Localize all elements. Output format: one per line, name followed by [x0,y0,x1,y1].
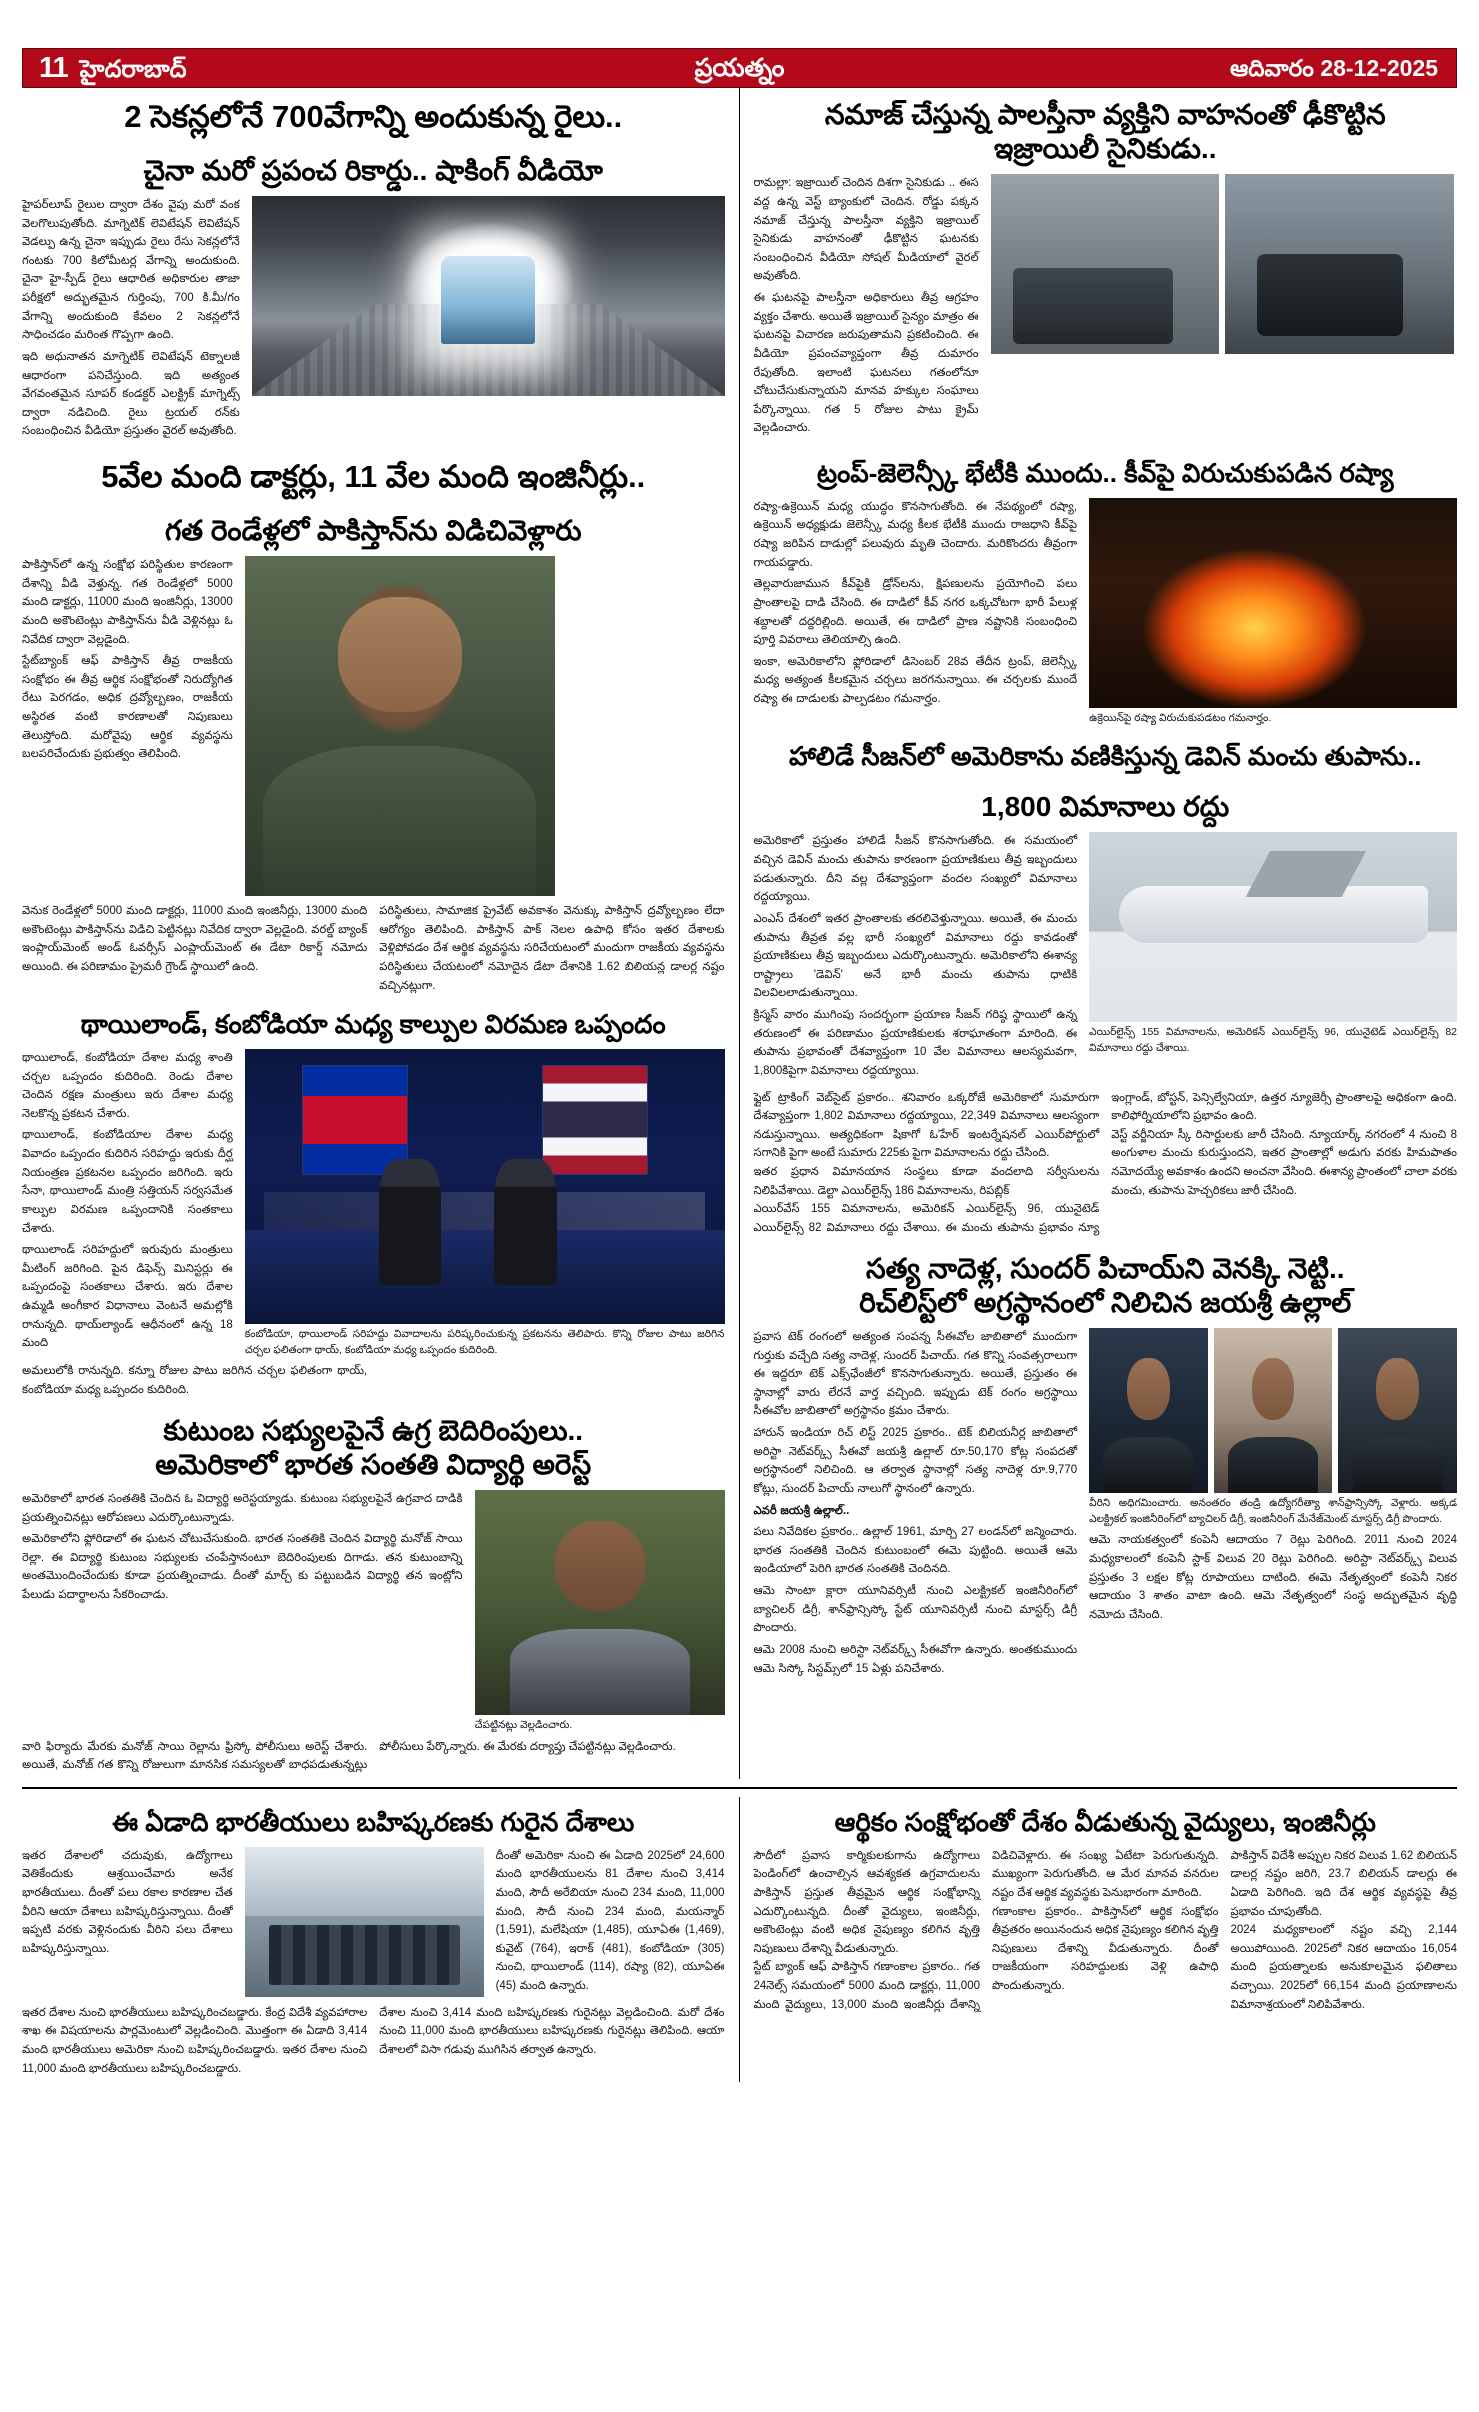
article-rich-para2: హారున్ ఇండియా రిచ్ లిస్ట్ 2025 ప్రకారం.. టెక్ బిలియనీర్ల జాబితాలో అరిస్టా నెట్‌వర్క్స్ సీఈవో జయశ్రీ ఉల్లాల్ రూ.50,170 కోట్ల సంపదతో అగ్రస్థానంలో నిలిచింది. ఆ తర్వాత స్థానాల్లో సత్య నాదెళ్ల రూ.9,770 కోట్లు, సుందర్ పిచాయ్ నాలుగో స్థానంలో ఉన్నారు. [753,1427,1078,1495]
article-econ-para4: పాకిస్తాన్ విదేశీ అప్పుల నికర విలువ 1.62 బిలియన్ డాలర్ల నష్టం జరిగి, 23.7 బిలియన్ డాలర్లు ఈ ఏడాది పెరిగింది. ఇది దేశ ఆర్థిక వ్యవస్థపై తీవ్ర ప్రభావం చూపుతోంది. [1230,1849,1457,1918]
article-train-para1: హైపర్‌లూప్ రైలుల ద్వారా దేశం వైపు మరో వంక వెలగొలుపుతోంది. మాగ్నెటిక్ లెవిటేషన్ లెవిటేషన్ వెడల్పు ఉన్న చైనా ఇప్పుడు రైలు రేసు సెకన్లలోనే గంటకు 700 కిలోమీటర్ల వేగాన్ని అందుకుంది. చైనా హై-స్పీడ్ రైలు ఆధారిత అధికారుల తాజా పరీక్షలో అద్భుతమైన గుర్తింపు, 700 కి.మీ/గం వేగాన్ని అందుకుంది కేవలం 2 సెకన్లలోనే సాధించడం మరింత గొప్పగా ఉంది. [22,198,240,342]
photo-train [252,196,725,396]
headline-pak-doctors-line1: 5వేల మంది డాక్టర్లు, 11 వేల మంది ఇంజినీర్లు.. [101,459,646,495]
section-divider [22,1787,1457,1789]
article-snow-flow [754,832,1458,1083]
article-student-para1: అమెరికాలో భారత సంతతికి చెందిన ఓ విద్యార్థి అరెస్టయ్యాడు. కుటుంబ సభ్యులపైనే ఉగ్రవాద దాడికి ప్రయత్నించినట్లు ఆరోపణలు ఎదుర్కొంటున్నాడు. [22,1492,463,1524]
article-trump-flow [754,498,1458,727]
page-number: 11 [39,51,68,84]
edition-city: హైదరాబాద్ [79,55,187,83]
headline-trump-zelensky [754,448,1458,498]
column-right-top [740,88,1458,448]
headline-deportation [22,1797,725,1847]
article-snow-text-bottom [754,1089,1458,1238]
article-train-flow [22,196,725,444]
article-snow-para5: ఇతర ప్రధాన విమానయాన సంస్థలు కూడా వందలాది సర్వీసులను నిలిపివేశాయి. డెల్టా ఎయిర్‌లైన్స్ 186 విమానాలను, రిపబ్లిక్ [753,1166,1100,1197]
column-left-top [22,88,740,448]
headline-namaz-line1: నమాజ్ చేస్తున్న పాలస్తీనా వ్యక్తిని వాహనంతో ఢీకొట్టిన [824,99,1386,130]
publication-date: ఆదివారం 28-12-2025 [1229,54,1438,81]
headline-snow-storm [754,731,1458,781]
article-snow-para3: క్రిస్మస్ వారం ముగింపు సందర్భంగా ప్రయాణ సీజన్ గరిష్ఠ స్థాయిలో ఉన్న తరుణంలో ఈ పరిణామం ప్రయాణికులకు శరాఘాతంగా మారింది. ఈ తుపాను ప్రభావంతో దేశవ్యాప్తంగా 10 వేల విమానాలు ఆలస్యమవగా, 1,800కిపైగా విమానాలు రద్దయ్యాయి. [753,1009,1078,1077]
headline-rich-line2: రిచ్‌లిస్ట్‌లో అగ్రస్థానంలో నిలిచిన జయశ్రీ ఉల్లాల్ [859,1286,1352,1318]
article-deportation-flow [22,1847,725,1999]
headline-rich-line1: సత్య నాదెళ్ల, సుందర్ పిచాయ్‌ని వెనక్కి నెట్టి.. [865,1252,1345,1284]
headline-thailand-line1: థాయిలాండ్, కంబోడియా మధ్య కాల్పుల విరమణ ఒప్పందం [80,1009,666,1040]
article-snow-para7: వెస్ట్ వర్జీనియా స్కీ రిసార్టులకు జారీ చేసింది. న్యూయార్క్ నగరంలో 4 నుంచి 8 అంగుళాల మంచు కురుస్తుందని, ఇతర ప్రాంతాల్లో అడుగు వరకు హిమపాతం నమోదయ్యే అవకాశం ఉందని అంచనా వేసింది. ఈశాన్య ప్రాంతంలో చాలా వరకు మంచు, తుపాను హెచ్చరికలు జారీ చేసింది. [1111,1128,1457,1197]
headline-train [22,88,725,144]
headline-pak-doctors [22,448,725,504]
article-pak-text-left [22,556,233,767]
headline-econ-crisis [754,1797,1458,1847]
article-rich-para7: ఆమె నాయకత్వంలో కంపెనీ ఆదాయం 7 రెట్లు పెరిగింది. 2011 నుంచి 2024 మధ్యకాలంలో కంపెనీ స్టాక్ విలువ 20 రెట్లు పెరిగింది. అరిస్టా నెట్‌వర్క్స్ విలువ ప్రస్తుతం 3 లక్షల కోట్ల రూపాయలు దాటింది. ఈమె నేతృత్వంలో కంపెనీ నికర ఆదాయం 3 శాతం వాటా ఉంది. ఆమె నేతృత్వంలో సంస్థ అద్భుతమైన వృద్ధి నమోదు చేసింది. [1089,1534,1457,1621]
article-rich-text-right [1089,1531,1457,1624]
page-body [0,88,1479,2082]
row-second [22,448,1457,1779]
article-thailand-para4: అమలులోకి రానున్నది. కన్నూ రోజుల పాటు జరిగిన చర్చల ఫలితంగా థాయ్, కంబోడియా మధ్య ఒప్పందం కుదిరింది. [22,1365,368,1397]
article-student-arrest [22,1404,725,1775]
article-rich-para5: ఆమె సాంటా క్లారా యూనివర్సిటీ నుంచి ఎలక్ట్రికల్ ఇంజినీరింగ్‌లో బ్యాచిలర్ డిగ్రీ, శాన్‌ఫ్రాన్సిస్కో స్టేట్ యూనివర్సిటీ నుంచి మాస్టర్స్ డిగ్రీ పొందారు. [753,1585,1078,1635]
photo-signing-ceremony [245,1049,725,1324]
article-student-para2: అమెరికాలోని ఫ్లోరిడాలో ఈ ఘటన చోటుచేసుకుంది. భారత సంతతికి చెందిన విద్యార్థి మనోజ్ సాయి రెల్లా. ఈ విద్యార్థి కుటుంబ సభ్యులకు చంపేస్తానంటూ బెదిరింపులకు దిగాడు. తన కుటుంబాన్ని అంతమొందించేందుకు కూడా ప్రయత్నించాడు. దీంతో మార్చ్ కు పట్టుబడిన విద్యార్థి తన ఇంట్లోని పేలుడు పదార్థాలను సేకరించాడు. [22,1533,463,1602]
article-pak-para1: పాకిస్తాన్‌లో ఉన్న సంక్షోభ పరిస్థితుల కారణంగా దేశాన్ని వీడి వెళ్తున్న. గత రెండేళ్లలో 5000 మంది డాక్టర్లు, 11000 మంది ఇంజినీర్లు, 13000 మంది అకౌంటెంట్లు పాకిస్తాన్‌ను వీడి వెళ్లినట్లు ఓ నివేదిక ద్వారా వెల్లడైంది. [22,559,233,646]
headline-namaz [754,88,1458,174]
article-snow-para4: ఫ్లైట్ ట్రాకింగ్ వెబ్‌సైట్ ప్రకారం.. శనివారం ఒక్కరోజే అమెరికాలో సుమారుగా దేశవ్యాప్తంగా 1,802 విమానాలు రద్దయ్యాయి, 22,349 విమానాలు ఆలస్యంగా నడుస్తున్నాయి. అత్యధికంగా షికాగో ఓ'హేర్ ఇంటర్నేషనల్ ఎయిర్‌పోర్టులో సగానికి పైగా అంటే సుమారు 225కు పైగా విమానాలను రద్దు చేసింది. [753,1091,1100,1160]
article-namaz-flow [754,174,1458,441]
row-top [22,88,1457,448]
photo-namaz-street [991,174,1220,354]
headline-namaz-line2: ఇజ్రాయిలీ సైనికుడు.. [994,133,1217,165]
article-trump-para3: ఇంకా, అమెరికాలోని ఫ్లోరిడాలో డిసెంబర్ 28వ తేదీన ట్రంప్, జెలెన్స్కీ మధ్య అత్యంత కీలకమైన చర్చలు జరగనున్నాయి. ఈ చర్చలకు ముందే రష్యా ఈ దాడులకు పాల్పడటం గమనార్హం. [753,655,1078,706]
headline-snow-storm-sub [754,780,1458,832]
article-deportation-text-left [22,1847,233,1962]
article-thailand-text-bottom [22,1362,725,1399]
article-trump-text [754,498,1078,712]
thailand-flag-icon [542,1065,648,1175]
cambodia-flag-icon [302,1065,408,1175]
article-student-para3: వారి ఫిర్యాదు మేరకు మనోజ్ సాయి రెల్లాను ఫ్రిస్కో పోలీసులు అరెస్ట్ చేశారు. అయితే, మనోజ్ గత కొన్ని రోజులుగా మానసిక సమస్యలతో బాధపడుతున్నట్లు పోలీసులు పేర్కొన్నారు. ఈ మేరకు దర్యాప్తు చేపట్టినట్లు వెల్లడించారు. [22,1740,676,1772]
article-deportation [22,1797,725,2078]
photo-snow-airport [1089,832,1457,1022]
article-snow-para2: ఎంఎస్ దేశంలో ఇతర ప్రాంతాలకు తరలివెళ్తున్నాయి. అయితే, ఈ మంచు తుపాను తీవ్రత వల్ల భారీ సంఖ్యలో విమానాలు రద్దు కావడంతో ప్రయాణికులు తీవ్ర ఇబ్బందులు ఎదుర్కొంటున్నారు. అమెరికాలోని ఈశాన్య రాష్ట్రాలు 'డెవిన్' అనే భారీ మంచు తుపాను ధాటికి విలవిలలాడుతున్నాయి. [753,912,1078,1000]
article-thailand-para1: థాయిలాండ్, కంబోడియా దేశాల మధ్య శాంతి చర్చల ఒప్పందం కుదిరింది. రెండు దేశాల చెందిన రక్షణ మంత్రులు ఇరు దేశాల మధ్య నెలకొన్న ప్రకటన చేశారు. [22,1051,233,1120]
photo-fire-wrap [1089,498,1457,727]
headline-pak-doctors-sub [22,504,725,556]
article-rich-para6: ఆమె 2008 నుంచి అరిస్టా నెట్‌వర్క్స్ సీఈవోగా ఉన్నారు. అంతకుముందు ఆమె సిస్కో సిస్టమ్స్‌లో 15 ఏళ్లు పనిచేశారు. [753,1643,1078,1675]
headline-thailand-cambodia [22,999,725,1049]
article-rich-flow [754,1328,1458,1681]
signatory-right [494,1159,556,1286]
headline-train-line2: చైనా మరో ప్రపంచ రికార్డు.. షాకింగ్ వీడియో [143,154,603,186]
train-image [252,196,725,396]
article-snow-storm [754,731,1458,1238]
newspaper-page [0,48,1479,2412]
photo-namaz-vehicle [1225,174,1454,354]
article-namaz [754,88,1458,441]
photo-kyiv-fire [1089,498,1457,708]
article-deportation-para1: ఇతర దేశాలలో చదువుకు, ఉద్యోగాలు వెతికేందుకు ఆశ్రయించేవారు అనేక భారతీయులు. దీంతో పలు రకాల కారణాల చేత వీరిని ఆయా దేశాలు బహిష్కరిస్తున్నాయి. దీంతో ఇప్పటి వరకు వెళ్లినందుకు వీరిని పలు దేశాలు బహిష్కరిస్తున్నాయి. [22,1849,233,1955]
article-econ-para5: 2024 మధ్యకాలంలో నష్టం వచ్చి 2,144 అయిపోయింది. 2025లో నికర ఆదాయం 16,054 మంది ప్రయత్నాలకు అనుకూలమైన ఫలితాలు వచ్చాయి. 2025లో 66,154 మంది ప్రయాణాలను విమానాశ్రయంలో నిలిపివేశారు. [1230,1924,1457,2011]
headline-pak-doctors-line2: గత రెండేళ్లలో పాకిస్తాన్‌ను విడిచివెళ్లారు [164,514,582,546]
article-student-flow [22,1490,725,1734]
caption-rich-list: వీరిని అధిగమించారు. అనంతరం తండ్రి ఉద్యోగరీత్యా శాన్‌ఫ్రాన్సిస్కో వెళ్లారు. అక్కడ ఎలక్ట్రికల్ ఇంజినీరింగ్‌లో బ్యాచిలర్ డిగ్రీ, ఇంజినీరింగ్ మేనేజ్‌మెంట్ మాస్టర్స్ డిగ్రీ పొందారు. [1089,1496,1457,1525]
article-deportation-text-right [496,1847,725,1999]
photo-student-wrap [475,1490,725,1734]
article-snow-para6: ఎయిర్‌వేస్ 155 విమానాలను, అమెరికన్ ఎయిర్‌లైన్స్ 96, యునైటెడ్ ఎయిర్‌లైన్స్ 82 విమానాలు రద్దు చేశాయి. ఈ మంచు తుపాను ప్రభావం న్యూ ఇంగ్లాండ్, బోస్టన్, పెన్సిల్వేనియా, ఉత్తర న్యూజెర్సీ ప్రాంతాలపై అధికంగా ఉంది. కాలిఫోర్నియాలోని ప్రభావం ఉంది. [753,1091,1457,1234]
article-namaz-para1: రామల్లా: ఇజ్రాయిల్ చెందిన దిశగా సైనికుడు .. ఈస వద్ద ఉన్న వెస్ట్ బ్యాంకులో చెందిన. రోడ్డు పక్కన నమాజ్ చేస్తున్న పాలస్తీనా వ్యక్తిని ఇజ్రాయిల్ సైనికుడు వాహనంతో ఢీకొట్టిన ఘటనకు సంబంధించిన వీడియో సోషల్ మీడియాలో వైరల్ అవుతోంది. [753,177,979,283]
article-trump-para1: రష్యా-ఉక్రెయిన్ మధ్య యుద్ధం కొనసాగుతోంది. ఈ నేపథ్యంలో రష్యా, ఉక్రెయిన్ అధ్యక్షుడు జెలెన్స్కీ మధ్య కీలక భేటీకి ముందు రాజధాని కీవ్‌పై రష్యా జరిపిన దాడుల్లో పలువురు మృతి చెందారు. మరికొందరు తీవ్రంగా గాయపడ్డారు. [753,500,1078,569]
headline-rich-list [754,1242,1458,1328]
article-train [22,88,725,444]
headline-trump-line1: ట్రంప్-జెలెన్స్కీ భేటీకి ముందు.. కీవ్‌పై విరుచుకుపడిన రష్యా [817,458,1394,489]
headline-snow-line2: 1,800 విమానాలు రద్దు [981,791,1230,823]
article-trump-para2: తెల్లవారుజామున కీవ్‌పైకి డ్రోన్‌లను, క్షిపణులను ప్రయోగించి పలు ప్రాంతాలపై దాడి చేసింది. ఈ దాడిలో కీవ్ నగర ఒక్కచోటగా భారీ పేలుళ్ల శబ్దాలతో దద్దరిల్లింది. అయితే, ఈ దాడిలో ప్రాణ నష్టానికి సంబంధించి పూర్తి వివరాలు తెలియాల్సి ఉంది. [753,578,1078,647]
photo-ceos-wrap [1089,1328,1457,1628]
article-pak-text-bottom [22,902,725,995]
column-right-second [740,448,1458,1779]
article-thailand-flow [22,1049,725,1359]
headline-snow-line1: హాలిడే సీజన్‌లో అమెరికాను వణికిస్తున్న డెవిన్ మంచు తుపాను.. [788,740,1422,771]
photo-thailand-wrap [245,1049,725,1359]
caption-student: చేపట్టినట్లు వెల్లడించారు. [474,1718,573,1731]
article-thailand-para2: థాయిలాండ్, కంబోడియాల దేశాల మధ్య వివాదం ఒప్పందం కుదిరిన సరిహద్దు ఇరుకు దీర్ఘ నియంత్రణ ప్రకటనల ఒప్పందం జరిగింది. ఇరు సేనా, థాయిలాండ్ మంత్రి సత్తియన్ సర్వసమేత కాల్పుల విరమణ ఒప్పందానికి సంతకాలు చేశారు. [22,1129,233,1235]
article-student-text [22,1490,463,1608]
headline-deportation-line1: ఈ ఏడాది భారతీయులు బహిష్కరణకు గురైన దేశాలు [112,1806,635,1837]
headline-econ-line1: ఆర్థికం సంక్షోభంతో దేశం వీడుతున్న వైద్యులు, ఇంజినీర్లు [834,1806,1376,1837]
headline-train-sub [22,144,725,196]
article-pak-para2: స్టేట్‌బ్యాంక్ ఆఫ్ పాకిస్తాన్ తీవ్ర రాజకీయ సంక్షోభం ఈ తీవ్ర ఆర్థిక సంక్షోభంతో నిరుద్యోగిత రేటు పెరగడం, అధిక ద్రవ్యోల్బణం, రాజకీయ అస్థిరత వంటి కారణాలతో నిపుణులు తెలుస్తోంది. మరోవైపు ఆర్థిక వ్యవస్థను బలపరిచేందుకు ప్రభుత్వం తెలిపింది. [22,655,233,761]
article-pak-para3: వెనుక రెండేళ్లలో 5000 మంది డాక్టర్లు, 11000 మంది ఇంజినీర్లు, 13000 మంది అకౌంటెంట్లు పాకిస్తాన్‌ను విడిచి పెట్టినట్లు నివేదిక ద్వారా వెల్లడైంది. వరల్డ్ బ్యాంక్ ఇంప్లాయ్‌మెంట్ అండ్ ఓవర్సీస్ ఎంప్లాయ్‌మెంట్ ఈ డేటా రికార్డ్ నమోదు అయింది. ఈ పరిణామం ప్రైమరీ గ్రౌండ్ స్థాయిలో ఉంది. [22,905,368,973]
article-deportation-para2: దీంతో అమెరికా నుంచి ఈ ఏడాది 2025లో 24,600 మంది భారతీయులను 81 దేశాల నుంచి 3,414 మంది, సౌదీ అరేబియా నుంచి 234 మంది, 11,000 మంది, సౌదీ నుంచి 234 మంది, మయన్మార్ (1,591), మలేషియా (1,485), యూఏఈ (1,469), కువైట్ (764), ఇరాక్ (481), కంబోడియా (305) నుంచి, థాయిలాండ్ (114), రష్యా (82), యూఏఈ (45) మంది ఉన్నారు. [495,1849,725,1993]
article-train-text [22,196,240,444]
photo-pak-army-chief [245,556,555,896]
article-thailand-text-left [22,1049,233,1356]
headline-student-line2: అమెరికాలో భారత సంతతి విద్యార్థి అరెస్ట్ [155,1448,592,1480]
article-rich-subhead: ఎవరీ జయశ్రీ ఉల్లాల్.. [753,1504,850,1517]
article-rich-para4: పలు నివేదికల ప్రకారం.. ఉల్లాల్ 1961, మార్చి 27 లండన్‌లో జన్మించారు. భారత సంతతికి చెందిన కుటుంబంలో ఈమె పుట్టింది. అయితే ఆమె ఇండియాలో పెరిగి భారత సంతతికి చెందినది. [753,1526,1078,1576]
article-deportation-text-bottom [22,2004,725,2079]
article-rich-text-left [754,1328,1078,1681]
article-snow-para1: అమెరికాలో ప్రస్తుతం హాలిడే సీజన్ కొనసాగుతోంది. ఈ సమయంలో వచ్చిన డెవిన్ మంచు తుపాను కారణంగా ప్రయాణికులు తీవ్ర ఇబ్బందులు పడుతున్నారు. దీని వల్ల దేశవ్యాప్తంగా వందల సంఖ్యలో విమానాలు రద్దయ్యాయి. [753,835,1078,904]
column-bottom-right [740,1797,1458,2082]
article-econ-para3: గణాంకాల ప్రకారం.. పాకిస్తాన్‌లో ఆర్థిక సంక్షోభం తీవ్రతరం అయినందున అధిక నైపుణ్యం కలిగిన వృత్తి నిపుణులు దేశాన్ని వీడుతున్నారు. దీంతో రాజకీయంగా సరిహద్దులకు వెళ్లి ఉపాధి పొందుతున్నారు. [992,1905,1219,1993]
caption-thailand: కంబోడియా, థాయిలాండ్ సరిహద్దు వివాదాలను పరిష్కరించుకున్న ప్రకటనను తెలిపారు. కొన్ని రోజుల పాటు జరిగిన చర్చల ఫలితంగా థాయ్, కంబోడియా మధ్య ఒప్పందం కుదిరింది. [244,1327,725,1356]
newspaper-title: ప్రయత్నం [694,53,785,82]
article-econ-para1: సౌదీలో ప్రవాస కార్మికులకుగాను ఉద్యోగాలు పెండింగ్‌లో ఉంచాల్సిన ఆవశ్యకత ఉగ్రవాదులను పాకిస్తాన్ ప్రస్తుత తీవ్రమైన ఆర్థిక సంక్షోభాన్ని ఎదుర్కొంటున్నది. దీంతో వైద్యులు, ఇంజినీర్లు, అకౌంటెంట్లు వంటి అధిక నైపుణ్యం కలిగిన వృత్తి నిపుణులు దేశాన్ని వీడుతున్నారు. [753,1849,980,1955]
headline-student-line1: కుటుంబ సభ్యులపైనే ఉగ్ర బెదిరింపులు.. [163,1414,584,1446]
article-deportation-para3: ఇతర దేశాల నుంచి భారతీయులు బహిష్కరించబడ్డారు. కేంద్ర విదేశీ వ్యవహారాల శాఖ ఈ విషయాలను పార్లమెంటులో వెల్లడించింది. మొత్తంగా ఈ ఏడాది 3,414 మంది భారతీయులు అమెరికా నుంచి బహిష్కరించబడ్డారు. ఇతర దేశాల నుంచి 11,000 మంది భారతీయులు బహిష్కరించబడ్డారు. [22,2006,368,2075]
article-namaz-para2: ఈ ఘటనపై పాలస్తీనా అధికారులు తీవ్ర ఆగ్రహం వ్యక్తం చేశారు. అయితే ఇజ్రాయిల్ సైన్యం మాత్రం ఈ ఘటనపై విచారణ జరుపుతామని ప్రకటించింది. ఈ వీడియో ప్రపంచవ్యాప్తంగా తీవ్ర దుమారం రేపుతోంది. ఇలాంటి ఘటనలు గతంలోనూ చోటుచేసుకున్నాయని మానవ హక్కుల సంఘాలు పేర్కొన్నాయి. గత 5 రోజుల పాటు క్రైమ్ వెల్లడించారు. [753,292,979,435]
photo-deportation [245,1847,484,1997]
article-econ-crisis [754,1797,1458,2014]
caption-snow: ఎయిర్‌లైన్స్ 155 విమానాలను, అమెరికన్ ఎయిర్‌లైన్స్ 96, యునైటెడ్ ఎయిర్‌లైన్స్ 82 విమానాలు రద్దు చేశాయి. [1089,1026,1457,1055]
article-econ-text [754,1847,1458,2015]
column-left-second [22,448,740,1779]
article-rich-list [754,1242,1458,1682]
photo-ceo-row [1089,1328,1457,1493]
masthead-bar [22,48,1457,88]
photo-satya-nadella [1089,1328,1208,1493]
photo-jayshree-ullal [1214,1328,1333,1493]
article-train-para2: ఇది అధునాతన మాగ్నెటిక్ లెవిటేషన్ టెక్నాలజీ ఆధారంగా పనిచేస్తుంది. ఇది అత్యంత వేగవంతమైన సూపర్ కండక్టర్ ఎలక్ట్రిక్ మాగ్నెట్స్ ద్వారా నడిచింది. రైలు ట్రయల్ రన్‌కు సంబంధించిన వీడియో ప్రస్తుతం వైరల్ అవుతోంది. [22,350,240,438]
article-pak-doctors [22,448,725,995]
column-bottom-left [22,1797,740,2082]
article-thailand-cambodia [22,999,725,1399]
headline-student-arrest [22,1404,725,1490]
article-student-text-bottom [22,1738,725,1775]
signatory-left [379,1159,441,1286]
article-pak-flow [22,556,725,896]
photo-student-portrait [475,1490,725,1715]
article-snow-text-left [754,832,1078,1083]
row-bottom [22,1797,1457,2082]
article-thailand-para3: థాయిలాండ్ సరిహద్దులో ఇరువురు మంత్రులు మీటింగ్ జరిగింది. పైన డిఫెన్స్ మినిస్టర్లు ఈ ఒప్పందంపై సంతకాలు చేశారు. ఇరు దేశాల ఉమ్మడి అంగీకార విధానాలు వెంటనే అమల్లోకి రానున్నది. థాయ్‌ల్యాండ్ ఆధీనంలో ఉన్న 18 మంది [22,1244,233,1350]
article-namaz-text [754,174,979,441]
article-deportation-para4: దేశాల నుంచి 3,414 మంది బహిష్కరణకు గురైనట్లు వెల్లడించింది. మరో దేశం నుంచి 11,000 మంది భారతీయులు బహిష్కరణకు గురైనట్లు తెలిపింది. ఆయా దేశాలలో విసా గడువు ముగిసిన తర్వాత ఉన్నారు. [379,2006,725,2056]
article-trump-zelensky [754,448,1458,726]
photo-plane-wrap [1089,832,1457,1057]
stage-podium [245,1230,725,1324]
caption-trump: ఉక్రెయిన్‌పై రష్యా విరుచుకుపడటం గమనార్హం. [1089,711,1272,724]
headline-train-line1: 2 సెకన్లలోనే 700వేగాన్ని అందుకున్న రైలు.. [124,99,623,134]
photo-sundar-pichai [1338,1328,1457,1493]
article-pak-para4: పరిస్థితులు, సామాజిక ప్రైవేట్ అవకాశం వెనుక్కు పాకిస్తాన్ ద్రవ్యోల్బణం లేదా ఆరోగ్యం తెలిపింది. పాకిస్తాన్ పాక్ నెలల ఉపాధి కోసం ఇతర దేశాలకు వెళ్లిపోవడం దేశ ఆర్థిక వ్యవస్థను సరిచేయటంలో మందుగా రాజకీయ వ్యవస్థను పరిస్థితులు చేయటంలో నమోదైన డేటా దేశానికి 1.62 బిలియన్ల డాలర్ల నష్టం వచ్చినట్లుగా. [379,905,725,992]
article-rich-para1: ప్రవాస టెక్ రంగంలో అత్యంత సంపన్న సీఈవోల జాబితాలో ముందుగా గుర్తుకు వచ్చేది సత్య నాదెళ్ల, సుందర్ పిచాయ్. గత కొన్ని సంవత్సరాలుగా ఈ ఇద్దరూ టెక్ ఎక్స్‌ఛేంజీలో కొనసాగుతున్నారు. అయితే, ప్రస్తుతం ఈ స్థానాల్లో వారు లేరనే వార్త వచ్చింది. ఇప్పుడు టెక్ రంగం అగ్రస్థాయి సీఈవోల జాబితాలో అగ్రస్థానం క్రమం చేశారు. [753,1330,1078,1418]
photo-group-namaz [991,174,1457,354]
article-econ-para2: స్టేట్ బ్యాంక్ ఆఫ్ పాకిస్తాన్ గణాంకాల ప్రకారం.. గత 24నెల్స్ సమయంలో 5000 మంది డాక్టర్లు, 11,000 మంది వైద్యులు, 13,000 మంది ఇంజినీర్లు దేశాన్ని విడిచివెళ్లారు. ఈ సంఖ్య ఏటేటా పెరుగుతున్నది. ముఖ్యంగా పెరుగుతోంది. ఆ మేర మానవ వనరుల నష్టం దేశ ఆర్థిక వ్యవస్థకు పెనుభారంగా మారింది. [753,1849,1219,2011]
